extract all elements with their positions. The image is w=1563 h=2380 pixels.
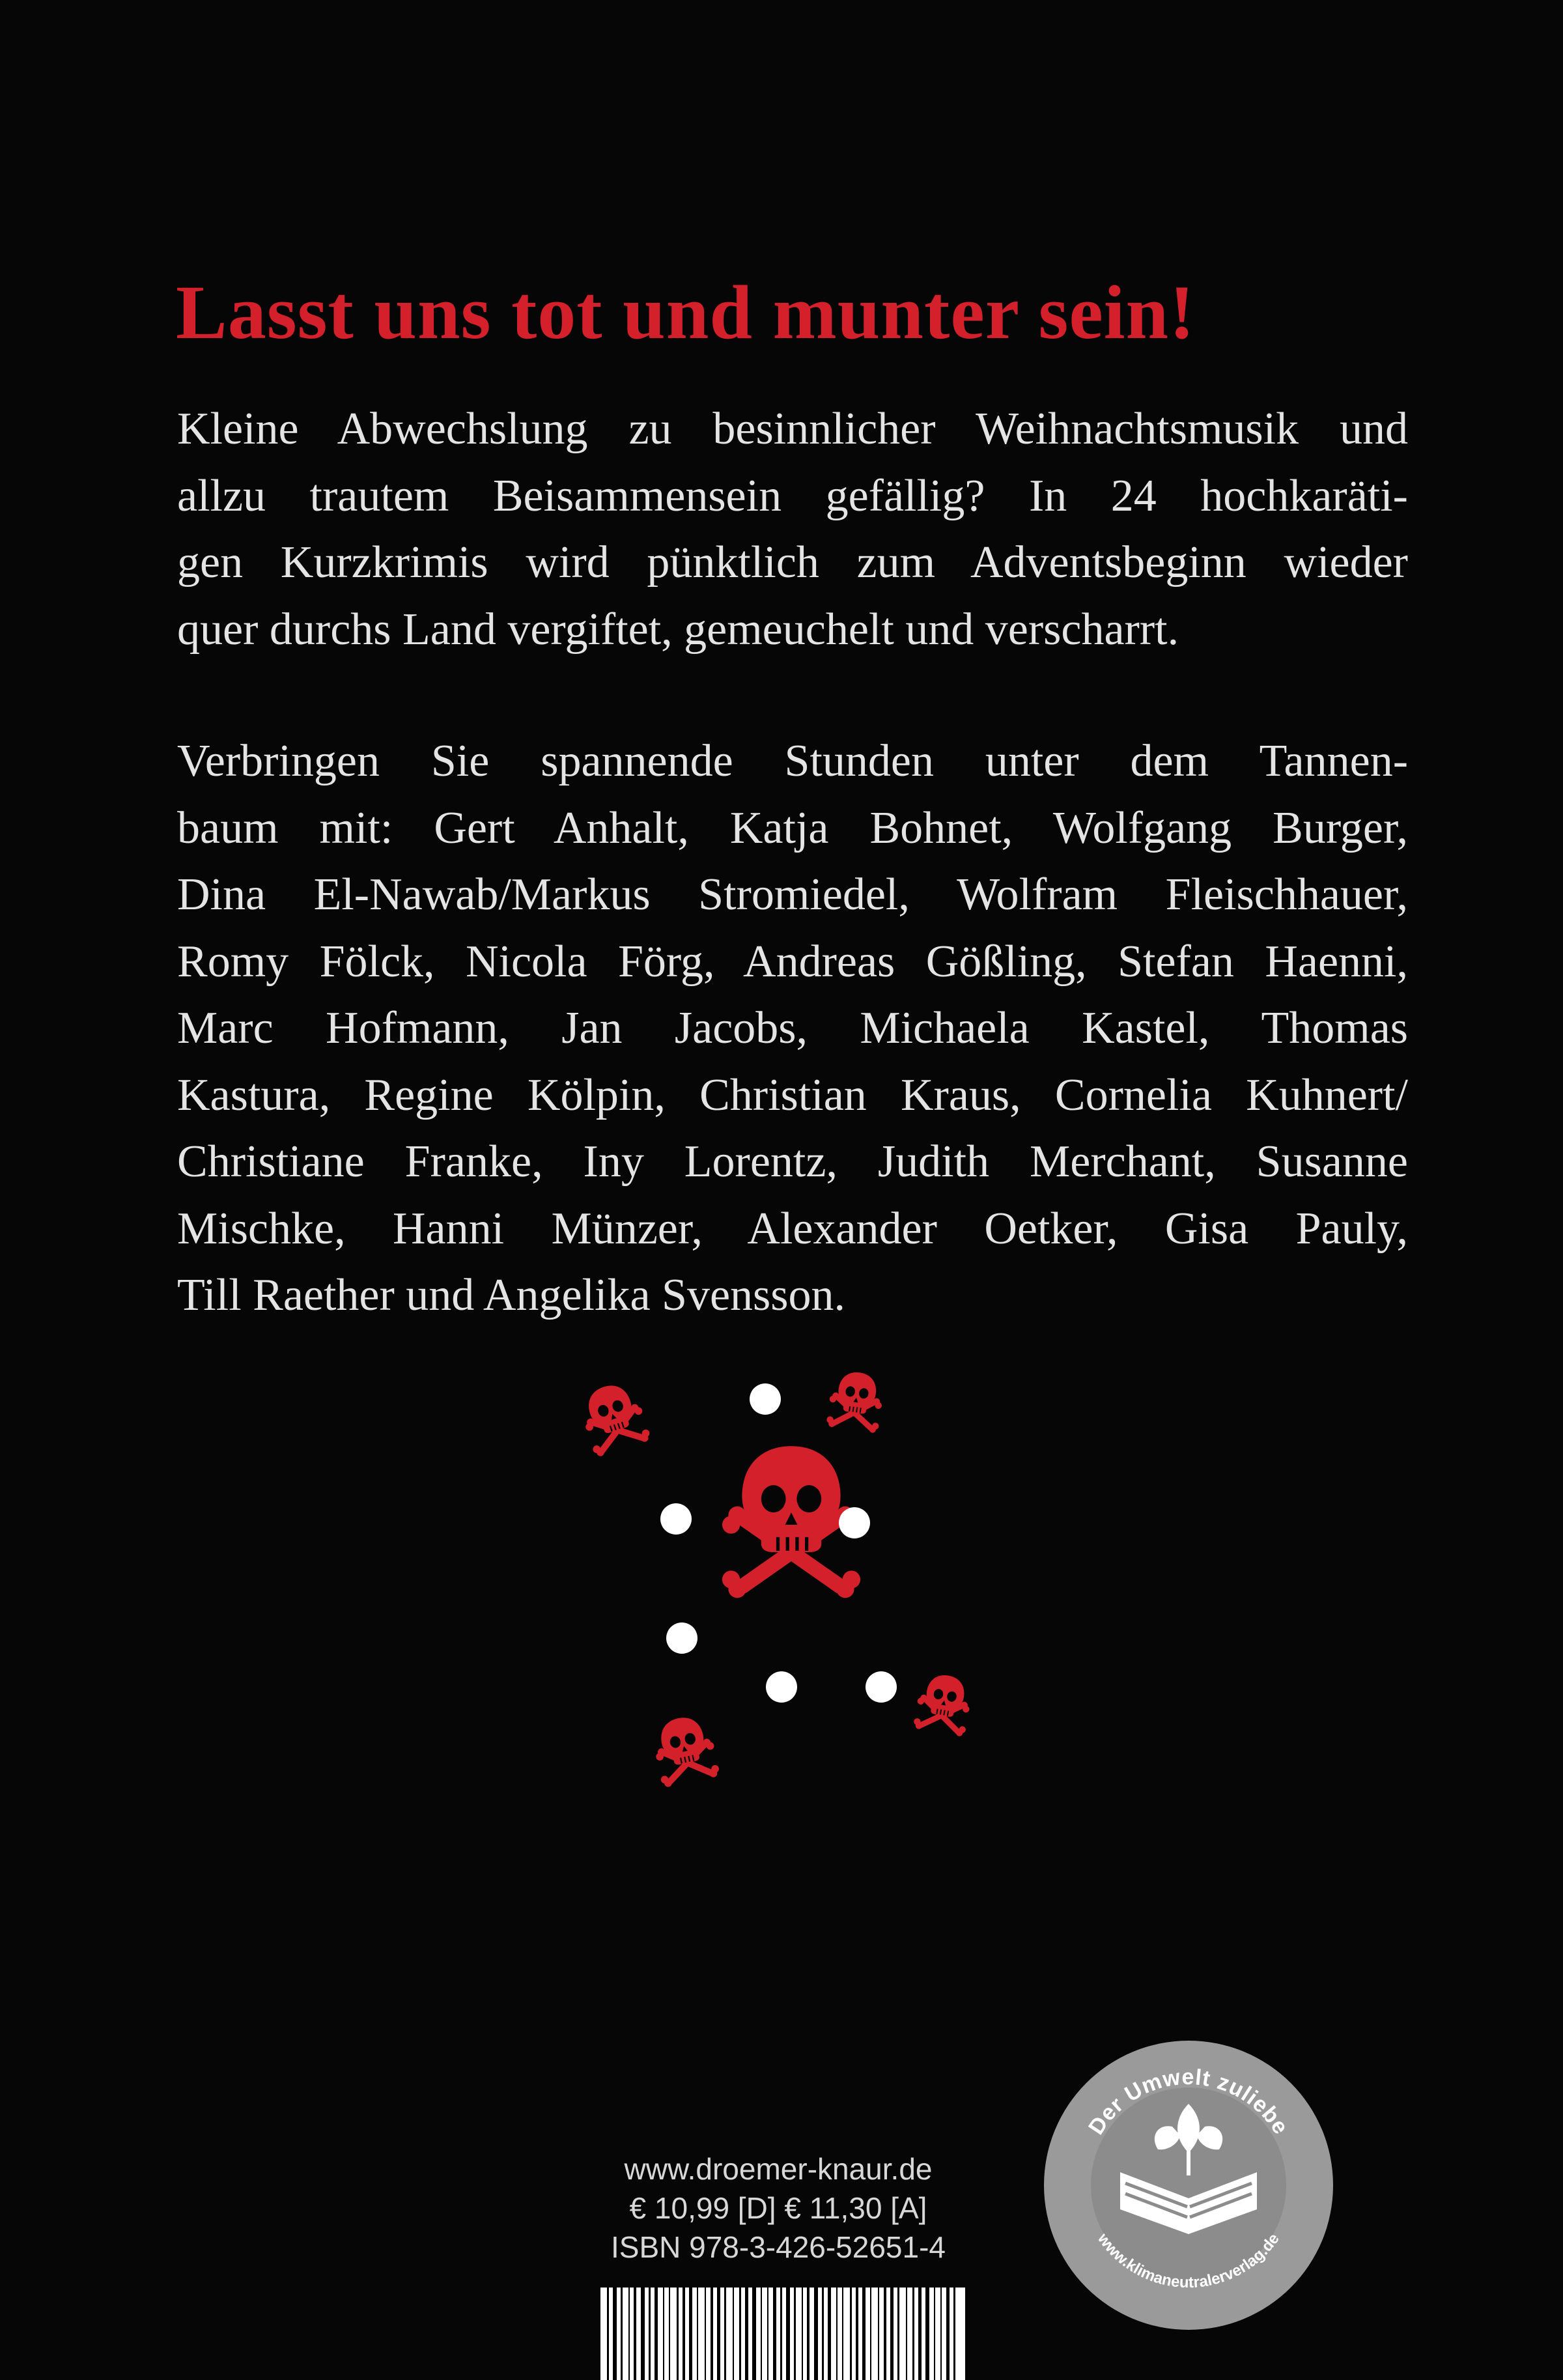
- barcode-bar: [925, 2288, 929, 2380]
- dot-icon: [839, 1507, 870, 1538]
- barcode-bar: [802, 2288, 803, 2380]
- dot-icon: [750, 1383, 781, 1415]
- barcode-bar: [918, 2288, 922, 2380]
- barcode-bar: [870, 2288, 871, 2380]
- blurb-line: quer durchs Land vergiftet, gemeuchelt und verscharrt.: [177, 604, 1179, 655]
- barcode-bar: [822, 2288, 824, 2380]
- small-skull-icon: [826, 1369, 886, 1434]
- barcode-bar: [953, 2288, 955, 2380]
- barcode-bar: [663, 2288, 664, 2380]
- barcode-bar: [752, 2288, 756, 2380]
- eco-seal: [1042, 2039, 1335, 2332]
- barcode-bar: [649, 2288, 651, 2380]
- barcode-bar: [711, 2288, 713, 2380]
- publisher-website: www.droemer-knaur.de: [624, 2152, 933, 2186]
- small-skull-icon: [649, 1712, 721, 1789]
- authors-line: Marc Hofmann, Jan Jacobs, Michaela Kastel, Thomas: [177, 1003, 1408, 1053]
- barcode-bar: [739, 2288, 741, 2380]
- barcode-bar: [705, 2288, 706, 2380]
- barcode-bar: [814, 2288, 818, 2380]
- barcode-bar: [669, 2288, 670, 2380]
- authors-paragraph: [177, 728, 1408, 1329]
- barcode-bar: [828, 2288, 831, 2380]
- price-info: € 10,99 [D] € 11,30 [A]: [629, 2191, 927, 2225]
- barcode-bar: [884, 2288, 886, 2380]
- publisher-imprint: [602, 2149, 954, 2267]
- barcode-bar: [677, 2288, 679, 2380]
- isbn: ISBN 978-3-426-52651-4: [611, 2230, 946, 2264]
- barcode-bar: [946, 2288, 950, 2380]
- barcode-bar: [794, 2288, 796, 2380]
- barcode-bar: [761, 2288, 762, 2380]
- barcode-bar: [842, 2288, 843, 2380]
- authors-line: Romy Fölck, Nicola Förg, Andreas Gößling, Stefan Haenni,: [177, 936, 1408, 987]
- small-skull-icon: [912, 1671, 974, 1737]
- authors-line: Kastura, Regine Kölpin, Christian Kraus, Cornelia Kuhnert/: [177, 1070, 1408, 1120]
- barcode-bar: [856, 2288, 858, 2380]
- dot-icon: [666, 1622, 697, 1654]
- dot-icon: [766, 1671, 797, 1703]
- authors-line: Dina El-Nawab/Markus Stromiedel, Wolfram Fleischhauer,: [177, 870, 1408, 920]
- small-skull-icon: [576, 1378, 652, 1458]
- barcode-bar: [878, 2288, 879, 2380]
- barcode-bar: [850, 2288, 852, 2380]
- barcode-bar: [934, 2288, 935, 2380]
- barcode-bar: [912, 2288, 914, 2380]
- barcode-bar: [717, 2288, 720, 2380]
- barcode-bar: [780, 2288, 782, 2380]
- barcode-bar: [890, 2288, 894, 2380]
- barcode-bar: [906, 2288, 907, 2380]
- barcode-bar: [836, 2288, 838, 2380]
- blurb-line: gen Kurzkrimis wird pünktlich zum Adventsbeginn wieder: [177, 537, 1408, 588]
- authors-line: baum mit: Gert Anhalt, Katja Bohnet, Wolfgang Burger,: [177, 802, 1408, 853]
- authors-line: Verbringen Sie spannende Stunden unter dem Tannen-: [177, 736, 1408, 786]
- barcode-bar: [767, 2288, 768, 2380]
- barcode-bar: [641, 2288, 645, 2380]
- barcode-bar: [655, 2288, 658, 2380]
- barcode-bar: [862, 2288, 866, 2380]
- barcode-bar: [634, 2288, 636, 2380]
- seal-top-text: Der Umwelt zuliebe: [1084, 2064, 1294, 2140]
- blurb-line: Kleine Abwechslung zu besinnlicher Weihnachtsmusik und: [177, 404, 1408, 454]
- barcode-bar: [613, 2288, 617, 2380]
- blurb-paragraph: [177, 396, 1408, 663]
- skull-crossbones-illustration: [560, 1335, 1003, 1830]
- barcode-bar: [683, 2288, 685, 2380]
- barcode-icon: [600, 2288, 965, 2380]
- barcode-bar: [607, 2288, 609, 2380]
- authors-line: Till Raether und Angelika Svensson.: [177, 1270, 846, 1320]
- barcode-bar: [745, 2288, 748, 2380]
- barcode-bar: [689, 2288, 692, 2380]
- barcode-bar: [733, 2288, 734, 2380]
- barcode-bar: [628, 2288, 630, 2380]
- barcode-bar: [621, 2288, 623, 2380]
- blurb-line: allzu trautem Beisammensein gefällig? In 24 hochkaräti-: [177, 470, 1408, 521]
- barcode-bar: [697, 2288, 698, 2380]
- barcode-bar: [940, 2288, 942, 2380]
- barcode-bar: [786, 2288, 790, 2380]
- barcode-bar: [773, 2288, 776, 2380]
- authors-line: Christiane Franke, Iny Lorentz, Judith Merchant, Susanne: [177, 1137, 1408, 1187]
- headline: Lasst uns tot und munter sein!: [176, 270, 1196, 355]
- seal-bottom-text: www.klimaneutralerverlag.de: [1094, 2230, 1283, 2292]
- authors-line: Mischke, Hanni Münzer, Alexander Oetker, Gisa Pauly,: [177, 1203, 1408, 1254]
- dot-icon: [660, 1503, 692, 1535]
- barcode-bar: [724, 2288, 726, 2380]
- barcode-bar: [897, 2288, 899, 2380]
- dot-icon: [866, 1671, 897, 1703]
- barcode-bar: [807, 2288, 810, 2380]
